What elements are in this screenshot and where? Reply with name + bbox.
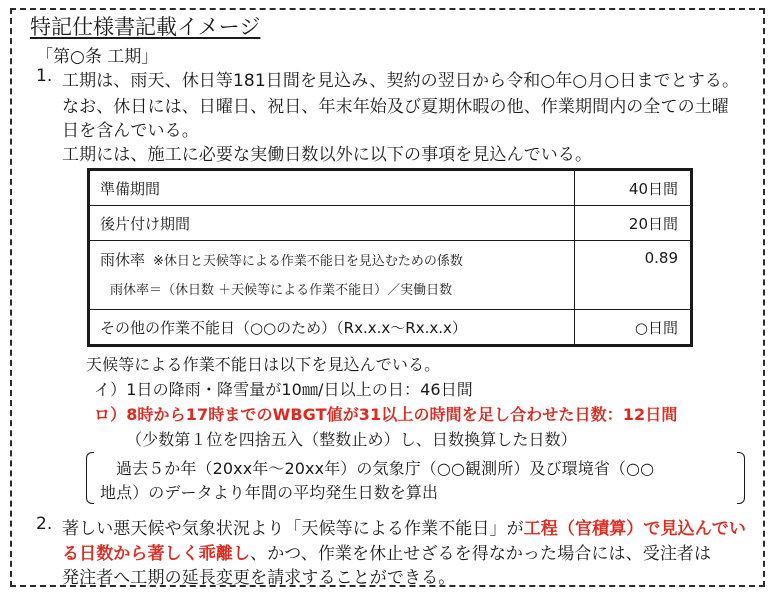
row-label: その他の作業不能日（○○のため）（Rx.x.x～Rx.x.x） — [90, 310, 575, 345]
table-row — [90, 206, 691, 241]
row-label: 雨休率 — [100, 251, 146, 269]
para1-line3: 日を含んでいる。 — [62, 121, 199, 141]
para2-line2-emphasis: る日数から著しく乖離し — [62, 544, 251, 564]
weather-item-i: イ）1日の降雨・降雪量が10㎜/日以上の日：46日間 — [94, 380, 473, 399]
row-value: ○日間 — [575, 310, 691, 345]
para2-line1 — [62, 514, 746, 539]
page-title: 特記仕様書記載イメージ — [30, 15, 261, 39]
para2-line2 — [62, 539, 711, 564]
para2-line3: 発注者へ工期の延長変更を請求することができる。 — [62, 568, 456, 588]
row-label: 後片付け期間 — [90, 206, 575, 241]
row-value: 0.89 — [575, 241, 691, 310]
weather-item-ro: ロ）8時から17時までのWBGT値が31以上の時間を足し合わせた日数：12日間 — [94, 405, 678, 424]
weather-note: （少数第１位を四捨五入（整数止め）し、日数換算した日数） — [126, 430, 577, 449]
row-value: 20日間 — [575, 206, 691, 241]
rain-rate-note: ※休日と天候等による作業不能日を見込むための係数 — [153, 254, 463, 269]
bracket-right — [737, 452, 745, 504]
row-label: 準備期間 — [90, 171, 575, 206]
para1-line1: 工期は、雨天、休日等181日間を見込み、契約の翌日から令和○年○月○日までとする。 — [62, 71, 740, 91]
para2-line1-text: 著しい悪天候や気象状況より「天候等による作業不能日」が — [62, 519, 524, 539]
schedule-table — [89, 170, 691, 345]
row-value: 40日間 — [575, 171, 691, 206]
para2-number: 2. — [36, 514, 53, 534]
table-row — [90, 171, 691, 206]
bracket-line1: 過去５か年（20xx年～20xx年）の気象庁（○○観測所）及び環境省（○○ — [116, 459, 655, 478]
weather-intro: 天候等による作業不能日は以下を見込んでいる。 — [86, 355, 441, 374]
para1-number: 1. — [36, 66, 53, 86]
bracket-line2: 地点）のデータより年間の平均発生日数を算出 — [100, 483, 439, 502]
para2-line1-emphasis: 工程（官積算）で見込んでい — [523, 519, 747, 539]
rain-rate-formula: 雨休率＝（休日数 ＋天候等による作業不能日）／実働日数 — [110, 283, 453, 298]
para1-line4: 工期には、施工に必要な実働日数以外に以下の事項を見込んでいる。 — [62, 145, 593, 165]
para1-line2: なお、休日には、日曜日、祝日、年末年始及び夏期休暇の他、作業期間内の全ての土曜 — [62, 97, 729, 117]
bracket-left — [86, 452, 94, 504]
table-row — [90, 241, 691, 310]
para2-line2-text: 、かつ、作業を休止せざるを得なかった場合には、受注者は — [250, 544, 712, 564]
clause-heading: 「第○条 工期」 — [36, 47, 159, 67]
table-row — [90, 310, 691, 345]
rain-rate-cell — [90, 241, 575, 310]
